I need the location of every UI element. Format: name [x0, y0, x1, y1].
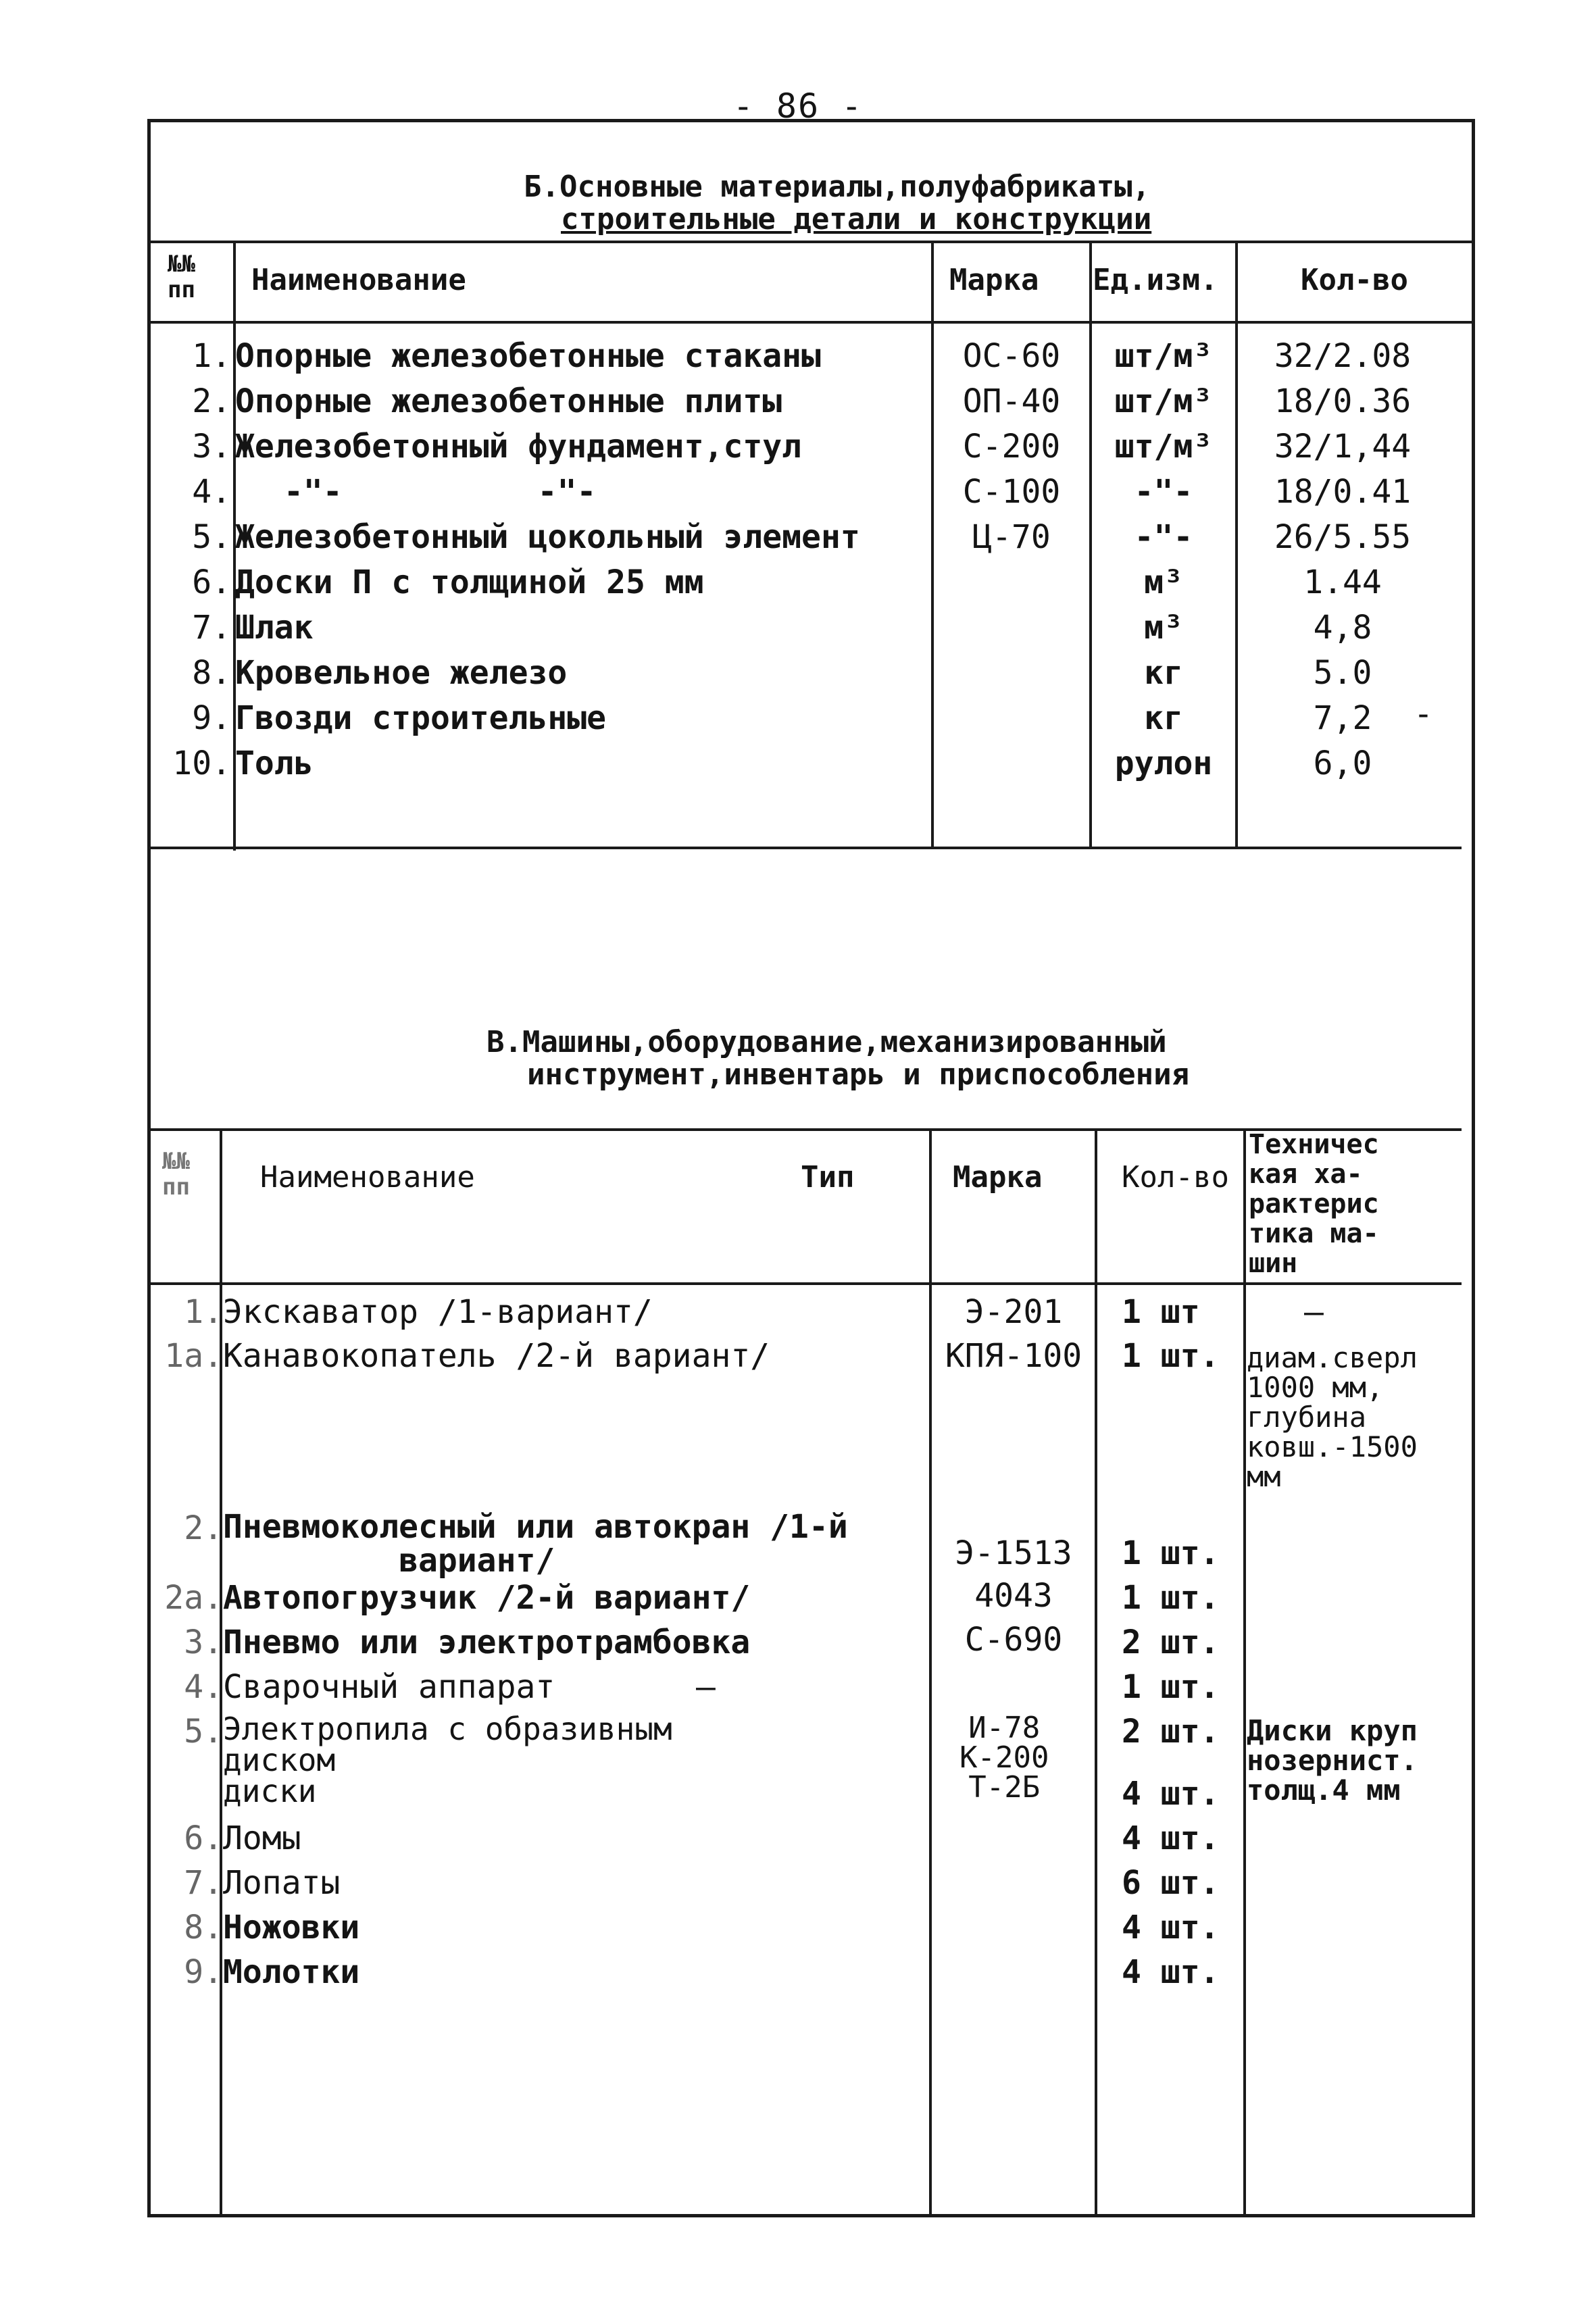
header-mark: Марка — [953, 1160, 1043, 1194]
header-tech: Техничес кая ха- рактерис тика ма- шин — [1249, 1129, 1379, 1279]
header-name: Наименование — [260, 1160, 475, 1194]
section-b-title-line1: Б.Основные материалы,полуфабрикаты, — [524, 170, 1151, 204]
dash: – — [696, 1668, 716, 1706]
section-v-title-line2: инструмент,инвентарь и приспособления — [527, 1057, 1190, 1092]
header-mark: Марка — [949, 263, 1039, 297]
stray-dash: - — [1414, 695, 1433, 733]
page-number: - 86 - — [732, 86, 864, 126]
section-b-title-line2: строительные детали и конструкции — [561, 202, 1152, 236]
section-v-title-line1: В.Машины,оборудование,механизированный — [487, 1025, 1167, 1059]
header-qty: Кол-во — [1122, 1160, 1229, 1194]
header-num: №№ пп — [168, 251, 195, 303]
header-unit: Ед.изм. — [1093, 263, 1218, 297]
header-type: Тип — [801, 1160, 855, 1194]
header-name: Наименование — [251, 263, 466, 297]
header-qty: Кол-во — [1301, 263, 1408, 297]
header-num: №№ пп — [162, 1148, 190, 1201]
